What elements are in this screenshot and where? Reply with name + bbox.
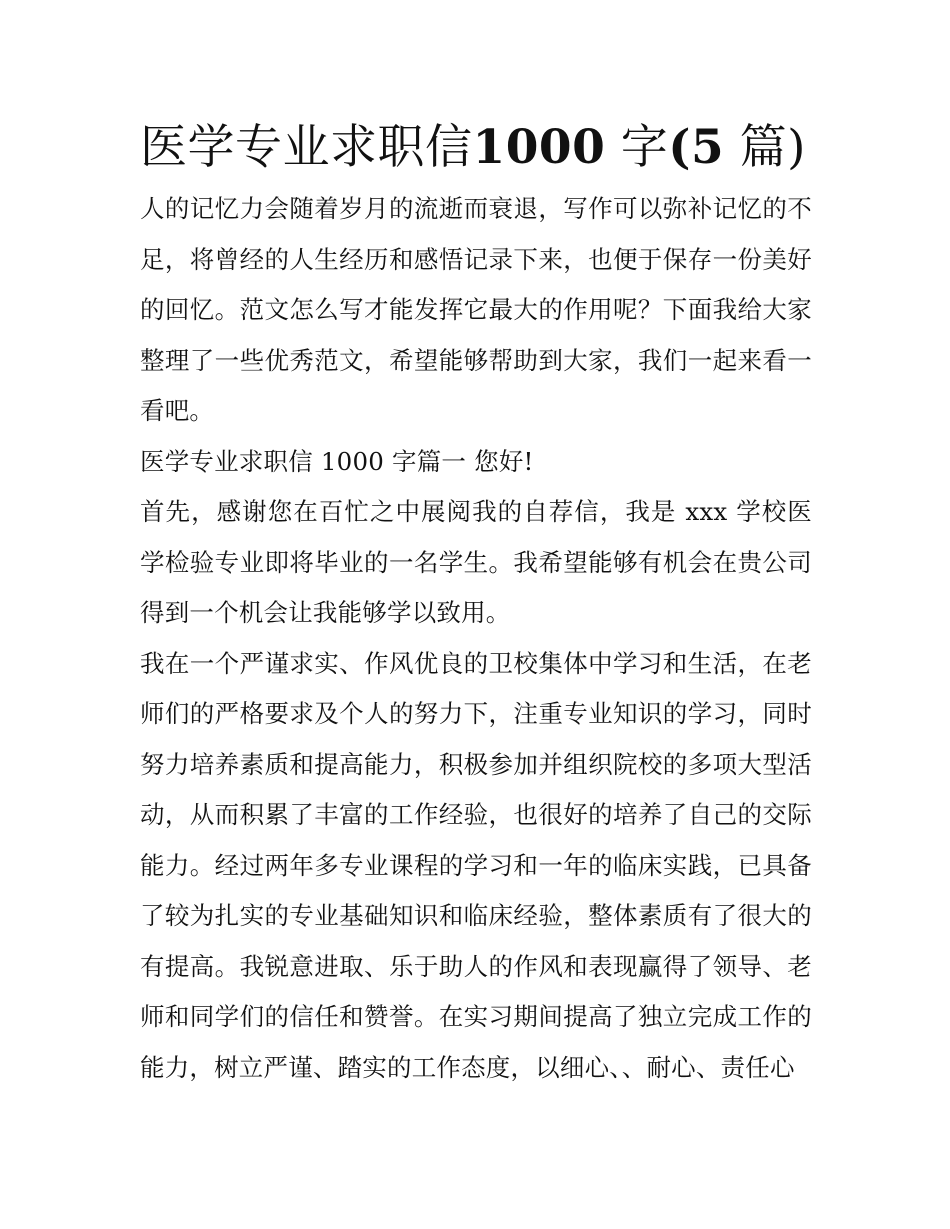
intro-paragraph: 人的记忆力会随着岁月的流逝而衰退，写作可以弥补记忆的不足，将曾经的人生经历和感悟记录下来，也便于保存一份美好的回忆。范文怎么写才能发挥它最大的作用呢？下面我给大家整理了一些优秀范文，希望能够帮助到大家，我们一起来看一看吧。 <box>140 194 812 425</box>
title-count: (5 <box>668 120 725 175</box>
title-text: 医学专业求职信 <box>140 120 473 175</box>
title-number: 1000 <box>472 120 606 175</box>
title-suffix: 篇) <box>739 120 807 175</box>
section-heading: 医学专业求职信 1000 字篇一 您好! <box>140 446 534 476</box>
body-paragraph: 首先，感谢您在百忙之中展阅我的自荐信，我是 xxx 学校医学检验专业即将毕业的一名学生。我希望能够有机会在贵公司得到一个机会让我能够学以致用。 <box>140 497 812 627</box>
document-title <box>140 112 812 184</box>
body-paragraph: 我在一个严谨求实、作风优良的卫校集体中学习和生活，在老师们的严格要求及个人的努力下，注重专业知识的学习，同时努力培养素质和提高能力，积极参加并组织院校的多项大型活动，从而积累了丰富的工作经验，也很好的培养了自己的交际能力。经过两年多专业课程的学习和一年的临床实践，已具备了较为扎实的专业基础知识和临床经验，整体素质有了很大的有提高。我锐意进取、乐于助人的作风和表现赢得了领导、老师和同学们的信任和赞誉。在实习期间提高了独立完成工作的能力，树立严谨、踏实的工作态度，以细心、、耐心、责任心 <box>140 648 812 1082</box>
document-body <box>140 112 812 1093</box>
title-unit: 字 <box>620 120 669 175</box>
